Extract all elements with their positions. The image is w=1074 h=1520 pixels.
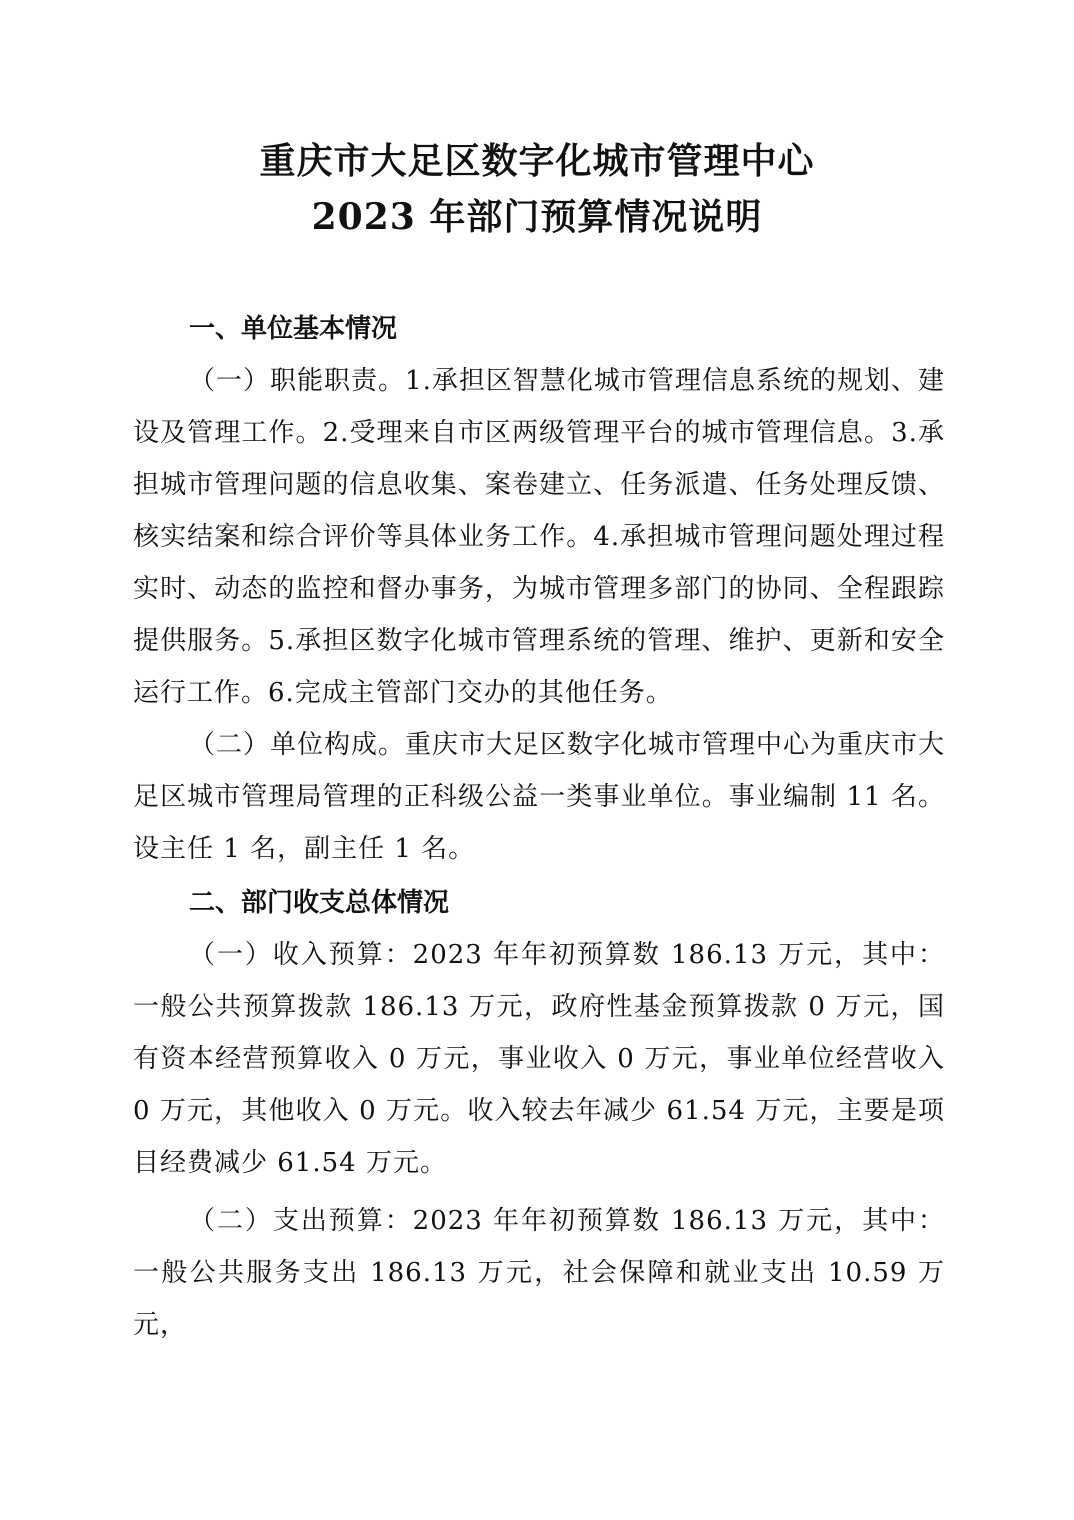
section2-heading: 二、部门收支总体情况 bbox=[189, 888, 450, 918]
section1-heading: 一、单位基本情况 bbox=[189, 314, 398, 344]
document-title-line2: 2023 年部门预算情况说明 bbox=[311, 196, 763, 238]
section2-income-paragraph: （一）收入预算：2023 年年初预算数 186.13 万元，其中：一般公共预算拨款 186.13 万元，政府性基金预算拨款 0 万元，国有资本经营预算收入 0 万元，事业收入 0 万元，事业单位经营收入 0 万元，其他收入 0 万元。收入较去年减少 61.54 万元，主要是项目经费减少 61.54 万元。 bbox=[133, 940, 945, 1178]
section1-composition-paragraph: （二）单位构成。重庆市大足区数字化城市管理中心为重庆市大足区城市管理局管理的正科级公益一类事业单位。事业编制 11 名。设主任 1 名，副主任 1 名。 bbox=[133, 730, 946, 864]
section2-expenditure-paragraph: （二）支出预算：2023 年年初预算数 186.13 万元，其中：一般公共服务支出 186.13 万元，社会保障和就业支出 10.59 万元， bbox=[133, 1206, 945, 1340]
document-title-line1: 重庆市大足区数字化城市管理中心 bbox=[259, 140, 815, 182]
section1-functions-paragraph: （一）职能职责。1.承担区智慧化城市管理信息系统的规划、建设及管理工作。2.受理来自市区两级管理平台的城市管理信息。3.承担城市管理问题的信息收集、案卷建立、任务派遣、任务处理反馈、核实结案和综合评价等具体业务工作。4.承担城市管理问题处理过程实时、动态的监控和督办事务，为城市管理多部门的协同、全程跟踪提供服务。5.承担区数字化城市管理系统的管理、维护、更新和安全运行工作。6.完成主管部门交办的其他任务。 bbox=[133, 366, 945, 708]
document-body bbox=[133, 303, 945, 1351]
